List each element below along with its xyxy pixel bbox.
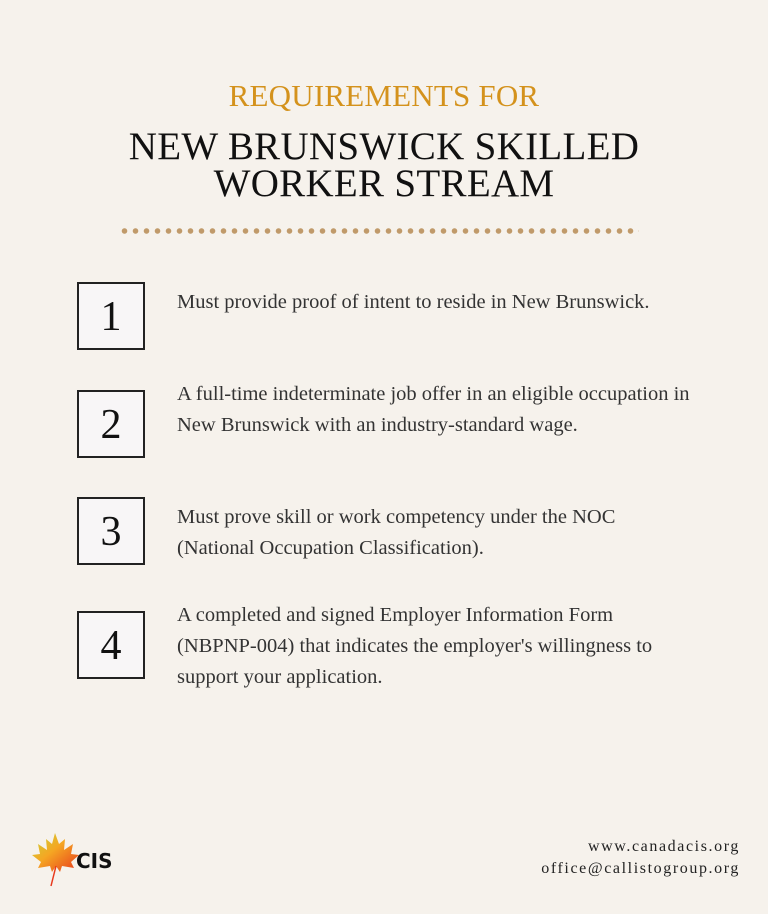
page-title bbox=[0, 125, 768, 205]
contact-info bbox=[541, 836, 740, 880]
requirement-text: Must prove skill or work competency under the NOC (National Occupation Classification). bbox=[177, 506, 616, 559]
email-link[interactable]: office@callistogroup.org bbox=[541, 860, 740, 877]
svg-text:CIS: CIS bbox=[76, 849, 113, 873]
number-box: 3 bbox=[77, 497, 145, 565]
title-line-2: WORKER STREAM bbox=[213, 162, 555, 205]
cis-logo bbox=[27, 830, 117, 890]
website-link[interactable]: www.canadacis.org bbox=[587, 838, 740, 855]
requirement-text: Must provide proof of intent to reside in New Brunswick. bbox=[177, 291, 650, 313]
number-box: 1 bbox=[77, 282, 145, 350]
number-box: 2 bbox=[77, 390, 145, 458]
title-line-1: NEW BRUNSWICK SKILLED bbox=[128, 125, 640, 168]
requirement-text: A full-time indeterminate job offer in an eligible occupation in New Brunswick with an industry-standard wage. bbox=[177, 383, 690, 436]
dotted-divider bbox=[119, 227, 639, 235]
number-box: 4 bbox=[77, 611, 145, 679]
subtitle: REQUIREMENTS FOR bbox=[228, 78, 540, 113]
requirement-text: A completed and signed Employer Information Form (NBPNP-004) that indicates the employer's willingness to support your application. bbox=[177, 604, 653, 688]
maple-leaf-icon bbox=[27, 830, 117, 890]
